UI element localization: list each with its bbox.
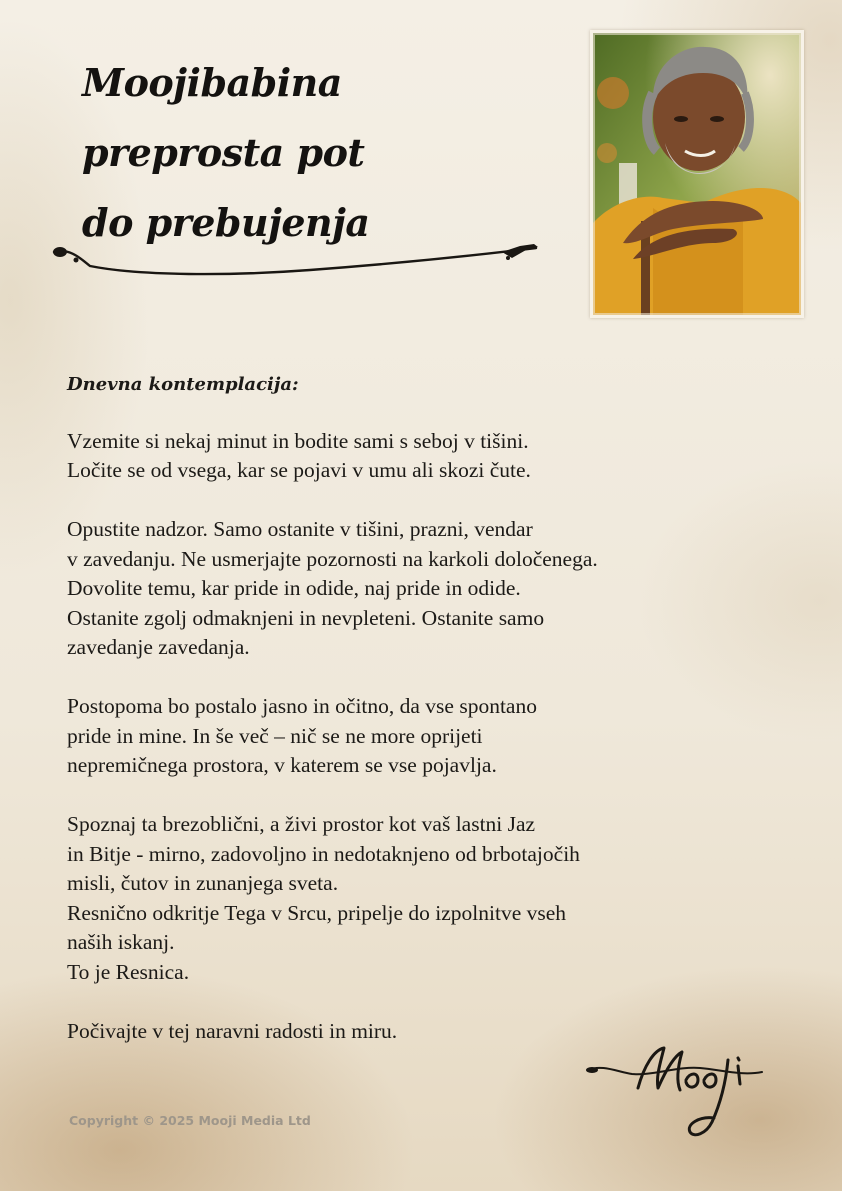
title-line-3: do prebujenja — [82, 200, 370, 245]
section-heading: Dnevna kontemplacija: — [67, 374, 299, 395]
title-line-1: Moojibabina — [82, 60, 342, 105]
contemplation-text — [67, 370, 787, 1076]
page-title — [82, 48, 370, 258]
portrait-photo — [590, 30, 804, 318]
text-line: v zavedanju. Ne usmerjajte pozornosti na karkoli določenega. — [67, 546, 598, 571]
text-line: zavedanje zavedanja. — [67, 635, 250, 659]
text-line: misli, čutov in zunanjega sveta. — [67, 871, 339, 895]
brush-stroke-underline — [50, 240, 542, 286]
text-line: Resnično odkritje Tega v Srcu, pripelje do izpolnitve vseh — [67, 900, 567, 925]
text-line: Počivajte v tej naravni radosti in miru. — [67, 1018, 398, 1043]
portrait-illustration — [593, 33, 801, 315]
text-line: naših iskanj. — [67, 930, 175, 954]
text-line: Ostanite zgolj odmaknjeni in nevpleteni. Ostanite samo — [67, 605, 545, 630]
text-line: Opustite nadzor. Samo ostanite v tišini, prazni, vendar — [67, 517, 533, 541]
text-line: pride in mine. In še več – nič se ne more oprijeti — [67, 723, 483, 748]
mooji-signature — [582, 1036, 772, 1146]
text-line: Spoznaj ta brezoblični, a živi prostor kot vaš lastni Jaz — [67, 812, 536, 836]
text-line: Dovolite temu, kar pride in odide, naj pride in odide. — [67, 576, 521, 600]
paragraph — [67, 692, 787, 781]
text-line: in Bitje - mirno, zadovoljno in nedotaknjeno od brbotajočih — [67, 841, 580, 866]
paragraph — [67, 810, 787, 987]
paragraph — [67, 515, 787, 663]
text-line: To je Resnica. — [67, 959, 190, 984]
copyright-notice: Copyright © 2025 Mooji Media Ltd — [69, 1113, 311, 1128]
text-line: Vzemite si nekaj minut in bodite sami s seboj v tišini. — [67, 428, 529, 453]
text-line: Postopoma bo postalo jasno in očitno, da vse spontano — [67, 694, 537, 718]
paragraph — [67, 427, 787, 486]
title-line-2: preprosta pot — [82, 130, 365, 175]
text-line: Ločite se od vsega, kar se pojavi v umu ali skozi čute. — [67, 458, 531, 482]
text-line: nepremičnega prostora, v katerem se vse pojavlja. — [67, 753, 497, 777]
